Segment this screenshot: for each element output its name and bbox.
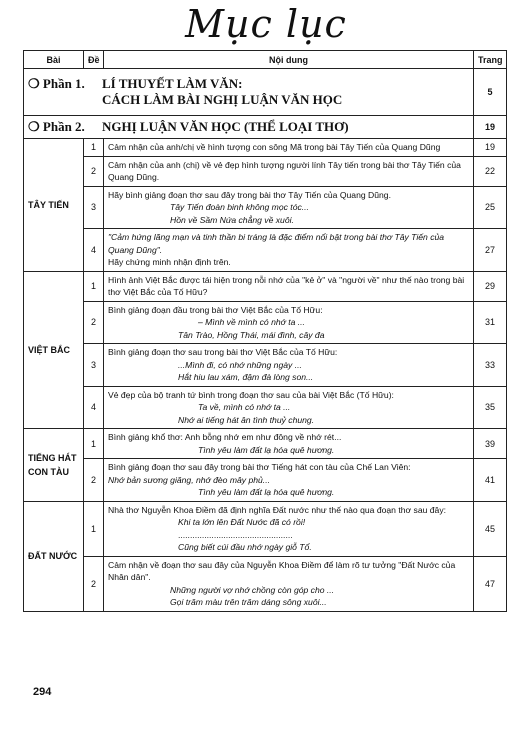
question-content bbox=[104, 501, 474, 556]
page-ref: 27 bbox=[474, 229, 507, 272]
content-line: Vẻ đẹp của bộ tranh tứ bình trong đoạn thơ sau của bài Việt Bắc (Tố Hữu): bbox=[108, 389, 394, 400]
part-2-row bbox=[24, 116, 507, 139]
header-topic: Bài bbox=[24, 51, 84, 69]
question-number: 1 bbox=[84, 429, 104, 459]
page-ref: 29 bbox=[474, 271, 507, 301]
question-number: 2 bbox=[84, 156, 104, 186]
part-2-text: NGHỊ LUẬN VĂN HỌC (THỂ LOẠI THƠ) bbox=[102, 119, 349, 134]
question-content bbox=[104, 459, 474, 502]
question-number: 4 bbox=[84, 229, 104, 272]
table-row bbox=[24, 556, 507, 611]
question-content bbox=[104, 301, 474, 344]
table-row bbox=[24, 344, 507, 387]
table-row bbox=[24, 459, 507, 502]
page-ref: 31 bbox=[474, 301, 507, 344]
content-line: Hình ảnh Việt Bắc được tái hiện trong nỗi nhớ của "kẻ ở" và "người về" như thế nào trong bài thơ Việt Bắc của Tố Hữu? bbox=[108, 274, 465, 297]
header-content: Nội dung bbox=[104, 51, 474, 69]
table-of-contents bbox=[23, 50, 507, 612]
question-number: 2 bbox=[84, 556, 104, 611]
part-1-line-2: CÁCH LÀM BÀI NGHỊ LUẬN VĂN HỌC bbox=[102, 92, 343, 107]
content-line: Nhớ bản sương giăng, nhớ đèo mây phủ... bbox=[108, 474, 270, 485]
content-line: Bình giảng đoạn thơ sau đây trong bài thơ Tiếng hát con tàu của Chế Lan Viên: bbox=[108, 462, 411, 472]
question-content bbox=[104, 429, 474, 459]
content-line: ................................................ bbox=[178, 529, 293, 540]
header-row bbox=[24, 51, 507, 69]
question-number: 1 bbox=[84, 139, 104, 157]
table-row bbox=[24, 186, 507, 229]
page-ref: 22 bbox=[474, 156, 507, 186]
page-ref: 39 bbox=[474, 429, 507, 459]
topic-cell: VIỆT BẮC bbox=[24, 271, 84, 429]
page-title: Mục lục bbox=[185, 2, 347, 46]
content-line: Cảm nhận về đoạn thơ sau đây của Nguyễn Khoa Điềm để làm rõ tư tưởng "Đất Nước của Nhân dân". bbox=[108, 559, 456, 582]
topic-cell: TÂY TIẾN bbox=[24, 139, 84, 272]
question-number: 4 bbox=[84, 386, 104, 429]
content-line: Hãy chứng minh nhận định trên. bbox=[108, 257, 231, 267]
topic-cell: TIẾNG HÁT CON TÀU bbox=[24, 429, 84, 502]
content-line: Tây Tiến đoàn binh không mọc tóc... bbox=[170, 202, 309, 212]
question-number: 1 bbox=[84, 271, 104, 301]
content-line: Ta về, mình có nhớ ta ... bbox=[198, 402, 291, 412]
content-line: Hãy bình giảng đoạn thơ sau đây trong bài thơ Tây Tiến của Quang Dũng. bbox=[108, 189, 391, 200]
page-ref: 45 bbox=[474, 501, 507, 556]
content-line: Bình giảng khổ thơ: Anh bỗng nhớ em như đông về nhớ rét... bbox=[108, 432, 342, 442]
table-row bbox=[24, 156, 507, 186]
question-content bbox=[104, 271, 474, 301]
content-line: Hắt hiu lau xám, đậm đà lòng son... bbox=[178, 372, 314, 382]
content-line: Hồn về Sầm Nứa chẳng về xuôi. bbox=[170, 214, 294, 225]
question-content bbox=[104, 556, 474, 611]
page-ref: 25 bbox=[474, 186, 507, 229]
table-row bbox=[24, 429, 507, 459]
content-line: Gọi trăm màu trên trăm dáng sông xuôi... bbox=[170, 597, 327, 607]
page-ref: 33 bbox=[474, 344, 507, 387]
page-number: 294 bbox=[33, 686, 52, 698]
page-ref: 47 bbox=[474, 556, 507, 611]
question-number: 3 bbox=[84, 344, 104, 387]
content-line: Nhớ ai tiếng hát ân tình thuỷ chung. bbox=[178, 414, 315, 425]
question-number: 1 bbox=[84, 501, 104, 556]
question-number: 3 bbox=[84, 186, 104, 229]
part-2-cell bbox=[24, 116, 474, 139]
question-number: 2 bbox=[84, 301, 104, 344]
content-line: Cảm nhận của anh/chị về hình tượng con sông Mã trong bài Tây Tiến của Quang Dũng bbox=[108, 142, 441, 152]
question-number: 2 bbox=[84, 459, 104, 502]
content-line: Khi ta lớn lên Đất Nước đã có rồi! bbox=[178, 517, 306, 527]
content-line: Cảm nhận của anh (chị) về vẻ đẹp hình tượng người lính Tây tiến trong bài thơ Tây Tiến của Quang Dũng. bbox=[108, 159, 461, 182]
question-content bbox=[104, 386, 474, 429]
page-ref: 19 bbox=[474, 139, 507, 157]
content-line: Bình giảng đoạn thơ sau trong bài thơ Việt Bắc của Tố Hữu: bbox=[108, 347, 338, 357]
part-2-page: 19 bbox=[474, 116, 507, 139]
question-content bbox=[104, 139, 474, 157]
table-row bbox=[24, 301, 507, 344]
part-1-line-1: LÍ THUYẾT LÀM VĂN: bbox=[102, 76, 243, 91]
content-line: – Mình về mình có nhớ ta ... bbox=[198, 317, 305, 327]
part-1-row bbox=[24, 69, 507, 116]
content-line: "Cảm hứng lãng mạn và tinh thần bi tráng là đặc điểm nổi bật trong bài thơ Tây Tiến của Quang Dũng". bbox=[108, 232, 445, 255]
content-line: Những người vợ nhớ chồng còn góp cho ... bbox=[170, 584, 335, 595]
part-1-page: 5 bbox=[474, 69, 507, 116]
question-content bbox=[104, 229, 474, 272]
table-row bbox=[24, 386, 507, 429]
content-line: Tình yêu làm đất lạ hóa quê hương. bbox=[198, 487, 335, 497]
page-ref: 41 bbox=[474, 459, 507, 502]
content-line: Tình yêu làm đất lạ hóa quê hương. bbox=[198, 444, 335, 455]
content-line: Nhà thơ Nguyễn Khoa Điềm đã định nghĩa Đất nước như thế nào qua đoạn thơ sau đây: bbox=[108, 504, 447, 515]
table-row bbox=[24, 271, 507, 301]
topic-cell: ĐẤT NƯỚC bbox=[24, 501, 84, 611]
header-page: Trang bbox=[474, 51, 507, 69]
part-1-label: ❍ Phần 1. bbox=[28, 76, 85, 91]
table-row bbox=[24, 139, 507, 157]
content-line: Cũng biết cúi đầu nhớ ngày giỗ Tổ. bbox=[178, 542, 312, 552]
question-content bbox=[104, 156, 474, 186]
table-row bbox=[24, 501, 507, 556]
content-line: Tân Trào, Hồng Thái, mái đình, cây đa bbox=[178, 329, 325, 340]
question-content bbox=[104, 344, 474, 387]
header-num: Đề bbox=[84, 51, 104, 69]
content-line: Bình giảng đoạn đầu trong bài thơ Việt Bắc của Tố Hữu: bbox=[108, 304, 323, 315]
table-row bbox=[24, 229, 507, 272]
content-line: ...Mình đi, có nhớ những ngày ... bbox=[178, 359, 302, 370]
part-2-label: ❍ Phần 2. bbox=[28, 119, 85, 134]
page-ref: 35 bbox=[474, 386, 507, 429]
question-content bbox=[104, 186, 474, 229]
part-1-cell bbox=[24, 69, 474, 116]
